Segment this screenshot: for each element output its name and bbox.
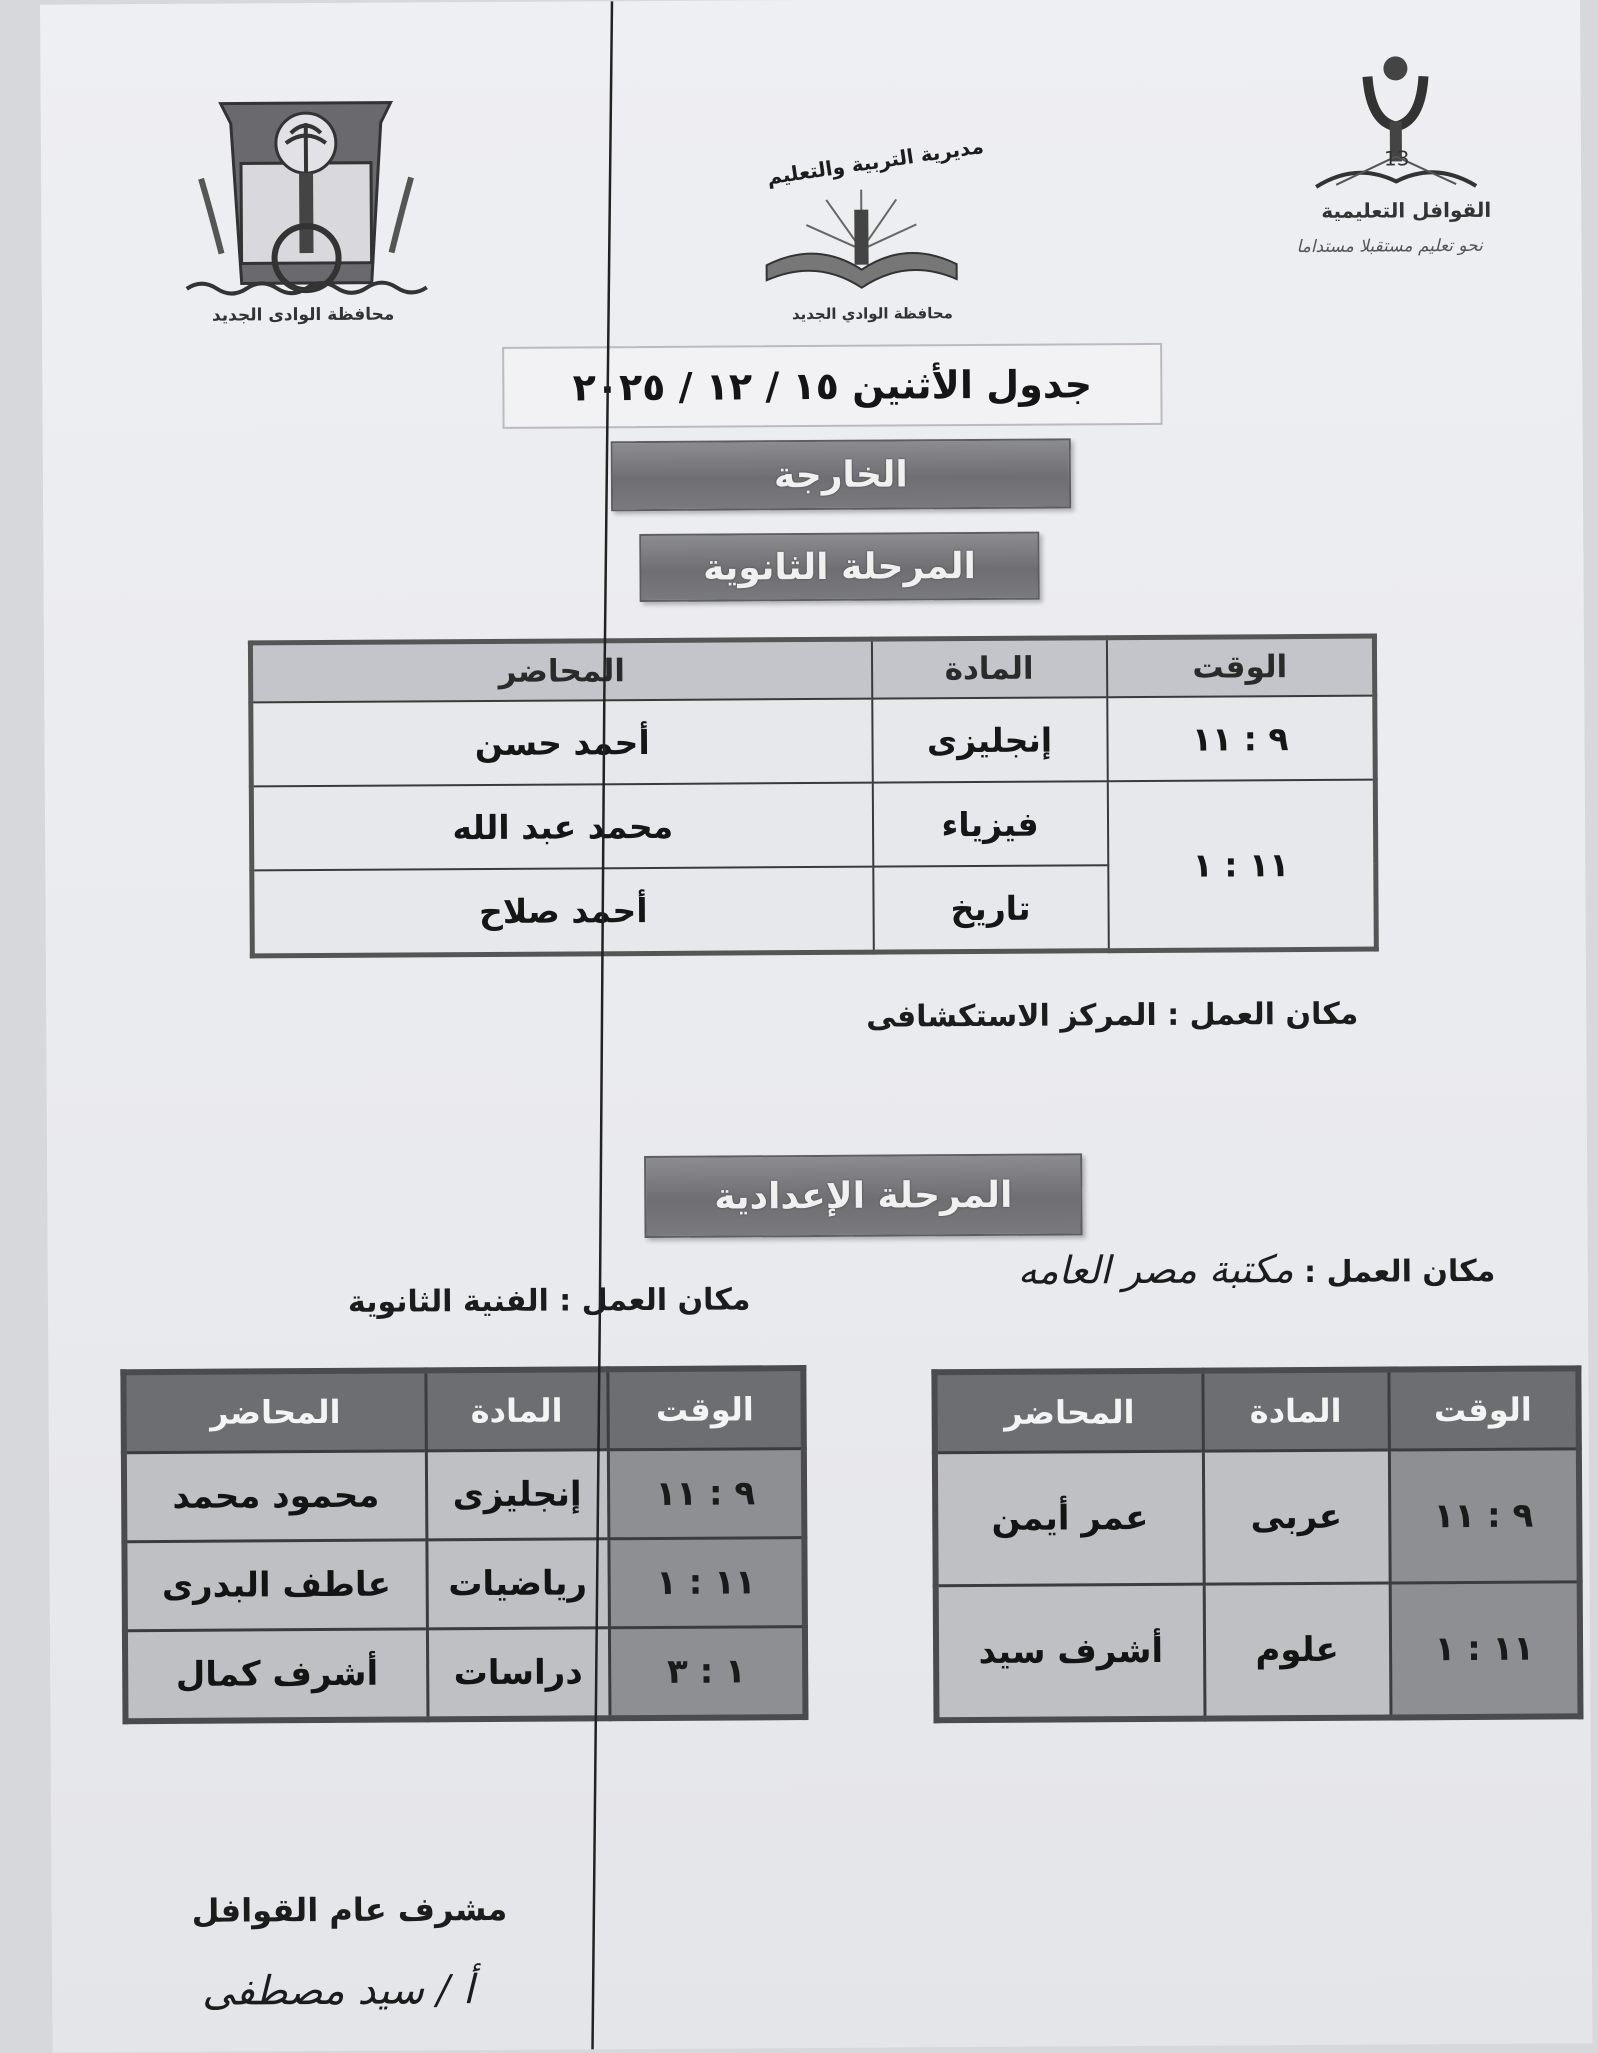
subject-cell: عربى — [1203, 1450, 1390, 1584]
supervisor-title: مشرف عام القوافل — [192, 1890, 508, 1930]
time-cell: ٩ : ١١ — [608, 1449, 805, 1539]
subject-cell: دراسات — [427, 1628, 610, 1720]
lecturer-cell: عاطف البدرى — [124, 1540, 427, 1631]
prep-left-workplace — [348, 1282, 751, 1319]
document-page — [40, 0, 1592, 2053]
caravans-tagline: نحو تعليم مستقبلا مستداما — [1296, 236, 1482, 257]
left-logo-caption: محافظة الوادى الجديد — [212, 305, 395, 326]
column-header-time: الوقت — [1388, 1368, 1578, 1450]
subject-cell: إنجليزى — [872, 697, 1108, 782]
time-cell: ١١ : ١ — [1390, 1582, 1581, 1718]
workplace-value: المركز الاستكشافى — [866, 998, 1157, 1035]
table-row — [935, 1449, 1580, 1586]
center-logo-arc-text: مديرية التربية والتعليم — [765, 134, 985, 189]
directorate-logo — [746, 129, 977, 330]
subject-cell: تاريخ — [873, 865, 1109, 952]
table-header-row — [934, 1368, 1578, 1452]
table-row — [124, 1538, 805, 1631]
caravans-logo — [1240, 46, 1511, 278]
prep-right-workplace — [1018, 1246, 1496, 1293]
column-header-time: الوقت — [607, 1368, 803, 1450]
region-banner: الخارجة — [611, 438, 1071, 511]
secondary-stage-banner: المرحلة الثانوية — [639, 532, 1039, 602]
workplace-label: مكان العمل — [1189, 997, 1358, 1033]
lecturer-cell: محمود محمد — [124, 1451, 427, 1542]
lecturer-cell: أحمد حسن — [251, 699, 873, 787]
subject-cell: علوم — [1204, 1583, 1391, 1719]
caravans-title: القوافل التعليمية — [1321, 198, 1491, 223]
table-row — [251, 780, 1375, 871]
center-logo-caption: محافظة الوادي الجديد — [792, 304, 953, 323]
table-row — [125, 1627, 806, 1722]
table-row — [936, 1582, 1581, 1720]
workplace-label: مكان العمل — [1326, 1254, 1495, 1290]
governorate-emblem-logo — [181, 82, 433, 334]
torch-book-icon — [1295, 46, 1496, 197]
subject-cell: رياضيات — [426, 1539, 609, 1629]
supervisor-name-handwritten: أ / سيد مصطفى — [202, 1967, 474, 2015]
table-row — [251, 696, 1375, 787]
book-sun-icon — [746, 169, 977, 320]
subject-cell: فيزياء — [872, 781, 1108, 866]
column-header-time: الوقت — [1106, 636, 1374, 697]
column-header-subject: المادة — [1202, 1369, 1388, 1451]
workplace-separator: : — [549, 1283, 572, 1318]
caravans-number: 13 — [1384, 146, 1410, 170]
workplace-label: مكان العمل — [582, 1282, 751, 1318]
time-cell: ٩ : ١١ — [1107, 696, 1376, 782]
time-cell: ٩ : ١١ — [1389, 1449, 1580, 1583]
schedule-title: جدول الأثنين ١٥ / ١٢ / ٢٠٢٥ — [502, 343, 1162, 429]
workplace-separator: : — [1294, 1255, 1317, 1290]
workplace-separator: : — [1157, 998, 1180, 1033]
column-header-lecturer: المحاضر — [934, 1371, 1202, 1453]
time-cell: ١١ : ١ — [1107, 780, 1376, 951]
column-header-lecturer: المحاضر — [123, 1370, 425, 1452]
column-header-lecturer: المحاضر — [250, 639, 871, 702]
column-header-subject: المادة — [871, 638, 1106, 699]
column-header-subject: المادة — [425, 1369, 607, 1451]
prep-right-schedule-table — [931, 1365, 1583, 1723]
workplace-value: الفنية الثانوية — [348, 1284, 549, 1320]
page-fold-line — [560, 1, 633, 2049]
table-row — [124, 1449, 805, 1542]
temple-emblem-icon — [181, 82, 432, 304]
lecturer-cell: أشرف سيد — [936, 1584, 1205, 1720]
subject-cell: إنجليزى — [426, 1450, 609, 1540]
time-cell: ١١ : ١ — [608, 1538, 805, 1628]
prep-left-schedule-table — [120, 1365, 808, 1724]
table-header-row — [123, 1368, 803, 1453]
lecturer-cell: أشرف كمال — [125, 1629, 428, 1721]
lecturer-cell: محمد عبد الله — [251, 783, 873, 871]
time-cell: ١ : ٣ — [609, 1627, 806, 1719]
lecturer-cell: عمر أيمن — [935, 1451, 1204, 1586]
workplace-value-handwritten: مكتبة مصر العامه — [1018, 1247, 1294, 1293]
lecturer-cell: أحمد صلاح — [252, 867, 874, 956]
secondary-schedule-table — [248, 634, 1379, 959]
secondary-workplace — [866, 997, 1358, 1035]
preparatory-stage-banner: المرحلة الإعدادية — [644, 1153, 1082, 1238]
table-header-row — [250, 636, 1374, 702]
